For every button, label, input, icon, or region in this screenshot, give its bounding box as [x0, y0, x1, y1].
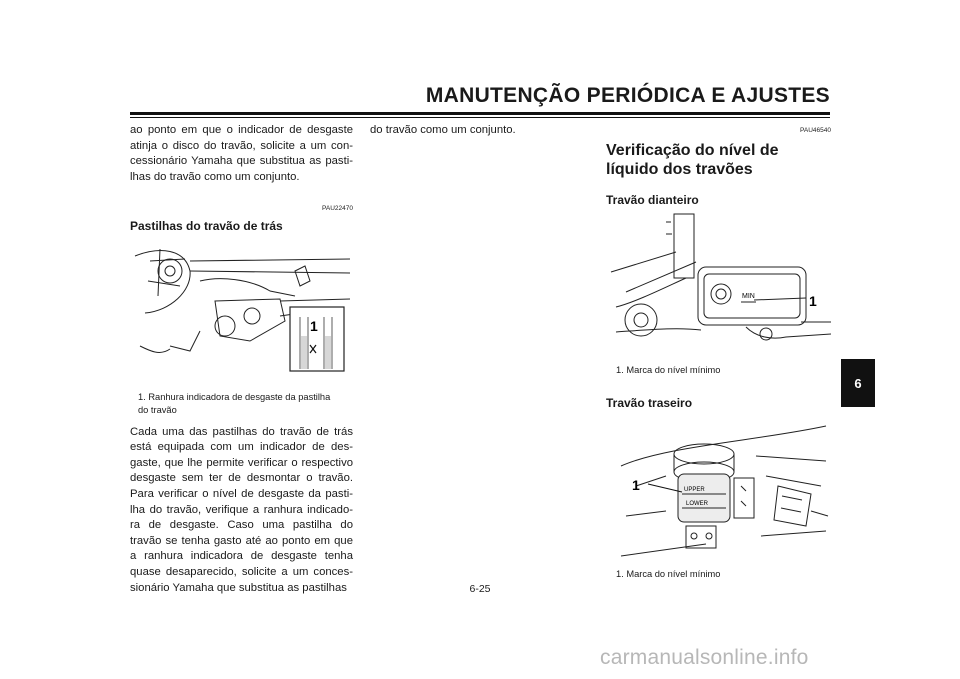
- rear-brake-reservoir-figure: [606, 416, 831, 566]
- rear-brake-pads-figure: [130, 241, 353, 381]
- section-title-rear-pads: Pastilhas do travão de trás: [130, 218, 283, 233]
- min-mark-text: MIN: [742, 293, 755, 301]
- left-intro-text: ao ponto em que o indicador de desgaste atinja o disco do travão, solicite a um con-cessionário Yamaha que substitua as pasti-lhas do travão como um conjunto.: [130, 124, 353, 183]
- callout-number: 1: [310, 317, 318, 334]
- heading-rear-brake: Travão traseiro: [606, 396, 693, 411]
- upper-mark-text: UPPER: [684, 486, 705, 493]
- section-code-fluid: PAU46540: [800, 127, 831, 134]
- section-code: PAU22470: [322, 205, 353, 213]
- header-rule: [130, 112, 830, 115]
- right-column: [606, 123, 831, 581]
- left-body-text: Cada uma das pastilhas do travão de trás está equipada com um indicador de des-gaste, que lhe permite verificar o respectivo desgaste sem ter de desmontar o travão. Para verificar o nível de desgaste da pasti-lha do travão, verifique a ranhura indicado-ra de desgaste. Caso uma pastilha do travão se tenha gasto até ao ponto em que a ranhura indicadora de desgaste tenha quase desaparecido, solicite a um conces-sionário Yamaha que substitua as pastilhas: [130, 425, 353, 594]
- page-header: MANUTENÇÃO PERIÓDICA E AJUSTES: [425, 84, 830, 107]
- callout-number: 1: [809, 293, 817, 310]
- figure-caption-wear-groove: 1. Ranhura indicadora de desgaste da pastilha do travão: [138, 391, 331, 415]
- heading-front-brake: Travão dianteiro: [606, 192, 699, 207]
- front-brake-reservoir-figure: [606, 212, 831, 360]
- callout-number: 1: [632, 476, 640, 493]
- header-rule-thin: [130, 117, 830, 118]
- middle-column: [370, 123, 593, 139]
- detail-inset: [290, 307, 344, 371]
- left-column: [130, 123, 353, 596]
- page-number: 6-25: [469, 583, 491, 595]
- middle-text: do travão como um conjunto.: [370, 124, 516, 136]
- section-title-fluid-level: Verificação do nível de líquido dos travões: [606, 141, 779, 178]
- watermark: carmanualsonline.info: [600, 646, 809, 669]
- lower-mark-text: LOWER: [686, 500, 709, 507]
- figure-caption-rear: 1. Marca do nível mínimo: [616, 568, 721, 579]
- chapter-tab: 6: [841, 359, 875, 407]
- figure-caption-front: 1. Marca do nível mínimo: [616, 365, 721, 376]
